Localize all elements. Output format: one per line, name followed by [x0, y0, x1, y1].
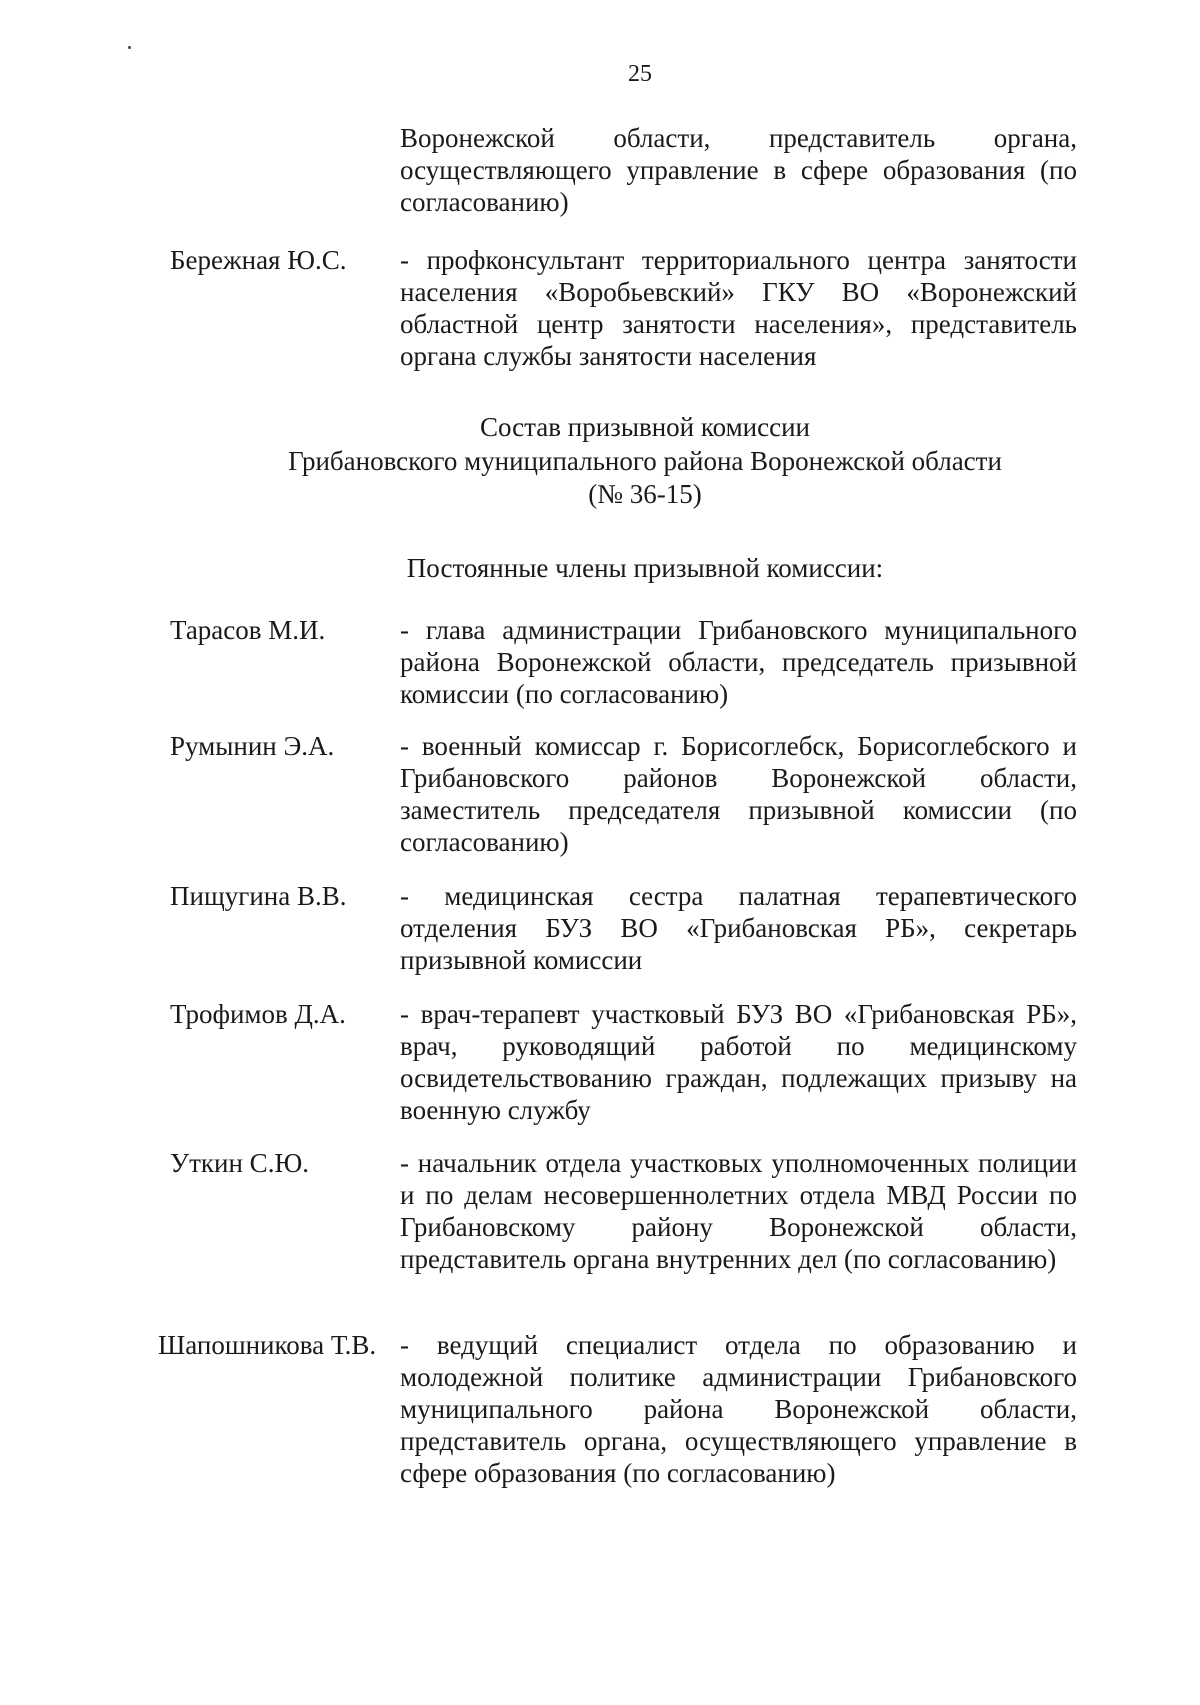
scan-speck: [128, 46, 131, 49]
member-name: Тарасов М.И.: [170, 615, 326, 645]
member-name: Шапошникова Т.В.: [158, 1330, 377, 1360]
member-description: - медицинская сестра палатная терапевтического отделения БУЗ ВО «Грибановская РБ», секретарь призывной комиссии: [400, 881, 1077, 975]
member-description: - глава администрации Грибановского муниципального района Воронежской области, председатель призывной комиссии (по согласованию): [400, 615, 1077, 709]
member-name: Трофимов Д.А.: [170, 999, 346, 1029]
member-description: - врач-терапевт участковый БУЗ ВО «Грибановская РБ», врач, руководящий работой по медицинскому освидетельствованию граждан, подлежащих призыву на военную службу: [400, 999, 1077, 1125]
member-name: Бережная Ю.С.: [170, 245, 347, 275]
section-title-line3: (№ 36-15): [588, 479, 702, 509]
section-title-line2: Грибановского муниципального района Воронежской области: [288, 446, 1002, 476]
page-number: 25: [628, 61, 652, 87]
member-description: - начальник отдела участковых уполномоченных полиции и по делам несовершеннолетних отдела МВД России по Грибановскому району Воронежской области, представитель органа внутренних дел (по согласованию): [400, 1148, 1077, 1274]
member-name: Румынин Э.А.: [170, 731, 335, 761]
member-description: - военный комиссар г. Борисоглебск, Борисоглебского и Грибановского районов Воронежской области, заместитель председателя призывной комиссии (по согласованию): [400, 731, 1077, 857]
section-title-line1: Состав призывной комиссии: [479, 412, 810, 442]
member-name: Уткин С.Ю.: [170, 1148, 309, 1178]
member-description: - ведущий специалист отдела по образованию и молодежной политике администрации Грибановского муниципального района Воронежской области, представитель органа, осуществляющего управление в сфере образования (по согласованию): [400, 1330, 1077, 1488]
continuation-text: Воронежской области, представитель органа, осуществляющего управление в сфере образования (по согласованию): [400, 123, 1077, 217]
member-description: - профконсультант территориального центра занятости населения «Воробьевский» ГКУ ВО «Воронежский областной центр занятости населения», представитель органа службы занятости населения: [400, 245, 1077, 371]
section-subtitle: Постоянные члены призывной комиссии:: [406, 553, 884, 583]
member-name: Пищугина В.В.: [170, 881, 347, 911]
